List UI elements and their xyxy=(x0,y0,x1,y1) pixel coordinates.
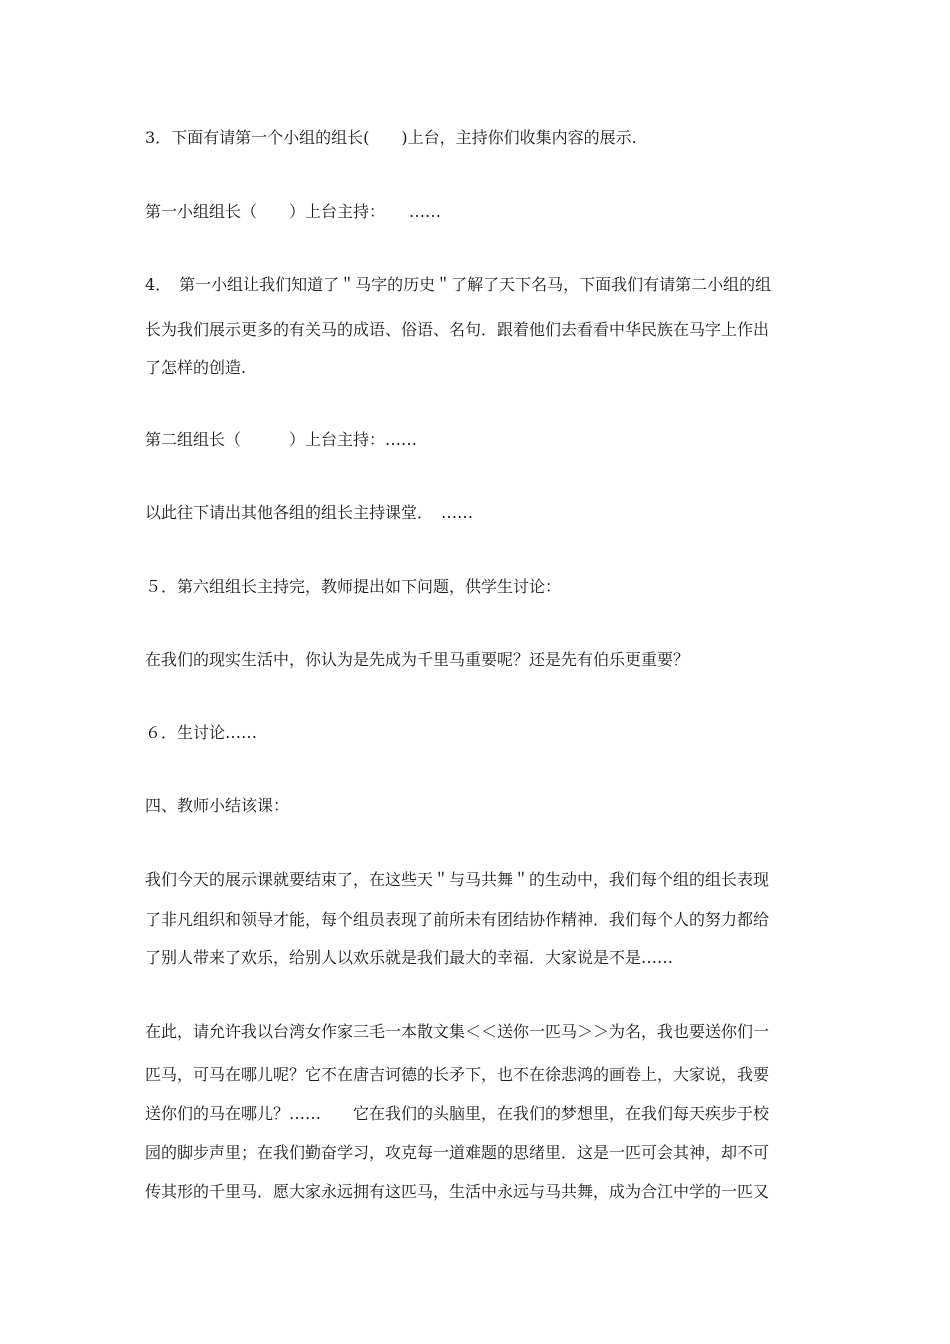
other-groups-text: 以此往下请出其他各组的组长主持课堂． …… xyxy=(145,503,474,522)
discussion-question: 在我们的现实生活中，你认为是先成为千里马重要呢？还是先有伯乐更重要？ xyxy=(145,650,690,669)
closing-line4: 园的脚步声里；在我们勤奋学习，攻克每一道难题的思绪里．这是一匹可会其神，却不可 xyxy=(145,1143,770,1162)
summary-line2: 了非凡组织和领导才能，每个组员表现了前所未有团结协作精神．我们每个人的努力都给 xyxy=(145,910,770,929)
item-4-line1: 4． 第一小组让我们知道了＂马字的历史＂了解了天下名马，下面我们有请第二小组的组 xyxy=(145,275,772,294)
closing-line5: 传其形的千里马．愿大家永远拥有这匹马，生活中永远与马共舞，成为合江中学的一匹又 xyxy=(145,1182,770,1201)
item-6-text: ６．生讨论…… xyxy=(145,723,258,742)
section-4-heading: 四、教师小结该课： xyxy=(145,796,290,815)
item-3-text: 3．下面有请第一个小组的组长( )上台，主持你们收集内容的展示. xyxy=(145,128,637,147)
item-4-line2: 长为我们展示更多的有关马的成语、俗语、名句．跟着他们去看看中华民族在马字上作出 xyxy=(145,320,770,339)
item-4-line3: 了怎样的创造. xyxy=(145,358,247,377)
summary-line3: 了别人带来了欢乐，给别人以欢乐就是我们最大的幸福．大家说是不是…… xyxy=(145,948,674,967)
closing-line2: 匹马，可马在哪儿呢？它不在唐吉诃德的长矛下，也不在徐悲鸿的画卷上，大家说，我要 xyxy=(145,1065,770,1084)
closing-line3: 送你们的马在哪儿？…… 它在我们的头脑里，在我们的梦想里，在我们每天疾步于校 xyxy=(145,1104,770,1123)
group2-host-text: 第二组组长（ ）上台主持：…… xyxy=(145,430,418,449)
item-5-text: ５．第六组组长主持完，教师提出如下问题，供学生讨论： xyxy=(145,577,562,596)
summary-line1: 我们今天的展示课就要结束了，在这些天＂与马共舞＂的生动中，我们每个组的组长表现 xyxy=(145,870,770,889)
closing-line1: 在此，请允许我以台湾女作家三毛一本散文集＜＜送你一匹马＞＞为名，我也要送你们一 xyxy=(145,1022,770,1041)
group1-host-text: 第一小组组长（ ）上台主持： …… xyxy=(145,202,442,221)
